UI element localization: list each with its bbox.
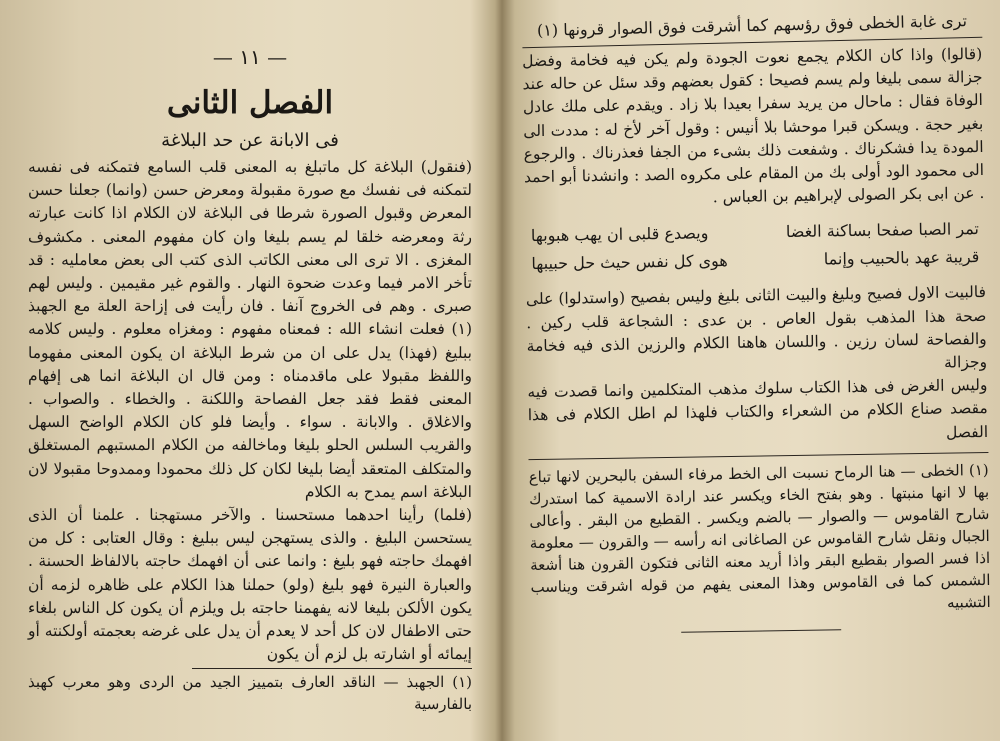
poem-verses	[525, 215, 986, 278]
footnote-divider	[528, 452, 988, 460]
left-page	[0, 0, 498, 741]
top-verse: ترى غابة الخطى فوق رؤسهم كما أشرقت فوق الصوار قرونها (١)	[522, 5, 983, 48]
footnote	[28, 668, 472, 715]
body-text	[28, 156, 472, 666]
right-body	[522, 43, 991, 635]
paragraph: فالبيت الاول فصيح وبليغ والبيت الثانى بليغ وليس بفصيح (واستدلوا) على صحة هذا المذهب بقول العاص . بن عدى : الشجاعة قلب ركين . والفصاحة لسان رزين . واللسان هاهنا الكلام والرزين الذى فيه فخامة وجزالة	[525, 283, 988, 372]
right-page	[508, 0, 1000, 741]
body-text	[526, 281, 988, 451]
paragraph: (قالوا) واذا كان الكلام يجمع نعوت الجودة ولم يكن فيه فخامة وفضل جزالة سمى بليغا ولم يسم فصيحا : كقول بعضهم وقد سئل عن حاله عند الوفاة فقال : ماحال من يريد سفرا بعيدا بلا زاد . ويقدم على ملك عادل بغير حجة . ويسكن قبرا موحشا بلا أنيس : وقول آخر لأخ له : مددت الى المودة يدا فشكرناك . وشفعت ذلك بشىء من الجفا فعذرناك . والرجوع الى محمود الود أولى بك من المقام على مكروه الصد : وانشدنا أبو احمد . عن ابى بكر الصولى لإبراهيم بن العباس .	[522, 44, 985, 207]
section-title: فى الابانة عن حد البلاغة	[161, 130, 339, 151]
paragraph: (فنقول) البلاغة كل ماتبلغ به المعنى قلب السامع فتمكنه فى نفسه لتمكنه فى نفسك مع صورة مقبولة ومعرض حسن (وانما) جعلنا حسن المعرض وقبول الصورة شرطا فى البلاغة لان الكلام اذا كانت عبارته رثة ومعرضه خلقا لم يسم بليغا وان كان مفهوم المعنى . مكشوف المغزى . الا ترى الى معنى الكاتب الذى كتب الى بعض معامليه : قد تأخر الامر فيما وعدت ضحوة النهار . والقوم غير مقيمين . وليس لهم صبرى . وهم فى الخروج آنفا . فان رأيت فى إزاحة العلة مع الجهبذ (١) فعلت انشاء الله : فمعناه مفهوم : ومغزاه معلوم . وليس كلامه ببليغ (فهذا) يدل على ان من شرط البلاغة ان يكون المعنى مفهوما واللفظ مقبولا على ماقدمناه : ومن قال ان البلاغة انما هى إفهام المعنى فقط فقد جعل الفصاحة واللكنة . والخطاء . والصواب . والاغلاق . والابانة . سواء . وأيضا فلو كان الكلام الواضح السهل والقريب السلس الحلو بليغا وماخالفه من الكلام المستبهم المستغلق والمتكلف المتعقد أيضا بليغا لكان كل ذلك محمودا وممدوحا مقبولا لان البلاغة اسم يمدح به الكلام	[28, 158, 472, 501]
chapter-title: الفصل الثانى	[166, 85, 334, 121]
paragraph: وليس الغرض فى هذا الكتاب سلوك مذهب المتكلمين وانما قصدت فيه مقصد صناع الكلام من الشعراء والكتاب فلهذا لم اطل الكلام فى هذا الفصل	[527, 376, 989, 442]
footnote-text: (١) الخطى — هنا الرماح نسبت الى الخط مرفاء السفن بالبحرين لانها تباع بها لا انها منبتها . وهو بفتح الخاء ويكسر عند ارادة الاسمية كما استدرك شارح القاموس — والصوار — بالضم ويكسر . القطيع من البقر . وأعالى الجبال ونقل شارح القاموس عن الصاغانى انه رأسه — والقرون — معلومة اذا فسر الصوار بقطيع البقر واذا أريد معنه الثانى فتكون القرون هنا أشعة الشمس كما فى القاموس وهذا المعنى يفهم من قوله اشرقت ويناسب التشبيه	[528, 460, 991, 612]
paragraph: (فلما) رأينا احدهما مستحسنا . والآخر مستهجنا . علمنا أن الذى يستحسن البليغ . والذى يستهجن ليس ببليغ : وقال العتابى : كل من افهمك حاجته فهو بليغ : وانما عنى أن افهمك حاجته بالالفاظ الحسنة . والعبارة النيرة فهو بليغ (ولو) حملنا هذا الكلام على ظاهره لزمه أن يكون الألكن بليغا لانه يفهمنا حاجته بل ويلزم أن يكون كل الناس بلغاء حتى الاطفال لان كل أحد لا يعدم أن يدل على غرضه بعجمته أولكنته أو إيمائه أو اشارته بل لزم أن يكون	[28, 506, 472, 664]
verse-hemistich: هوى كل نفس حيث حل حبيبها	[531, 251, 728, 274]
verse-hemistich: قريبة عهد بالحبيب وإنما	[823, 247, 980, 269]
end-rule	[681, 629, 841, 633]
verse-hemistich: ويصدع قلبى ان يهب هبوبها	[530, 223, 709, 246]
footnote	[528, 452, 990, 620]
footnote-divider	[192, 668, 472, 669]
verse-hemistich: تمر الصبا صفحا بساكنة الغضا	[785, 219, 980, 242]
page-number: — ١١ —	[212, 45, 288, 69]
body-text	[522, 43, 984, 213]
verse-line	[525, 243, 985, 278]
footnote-text: (١) الجهبذ — الناقد العارف بتمييز الجيد من الردى وهو معرب كهبذ بالفارسية	[28, 673, 472, 714]
